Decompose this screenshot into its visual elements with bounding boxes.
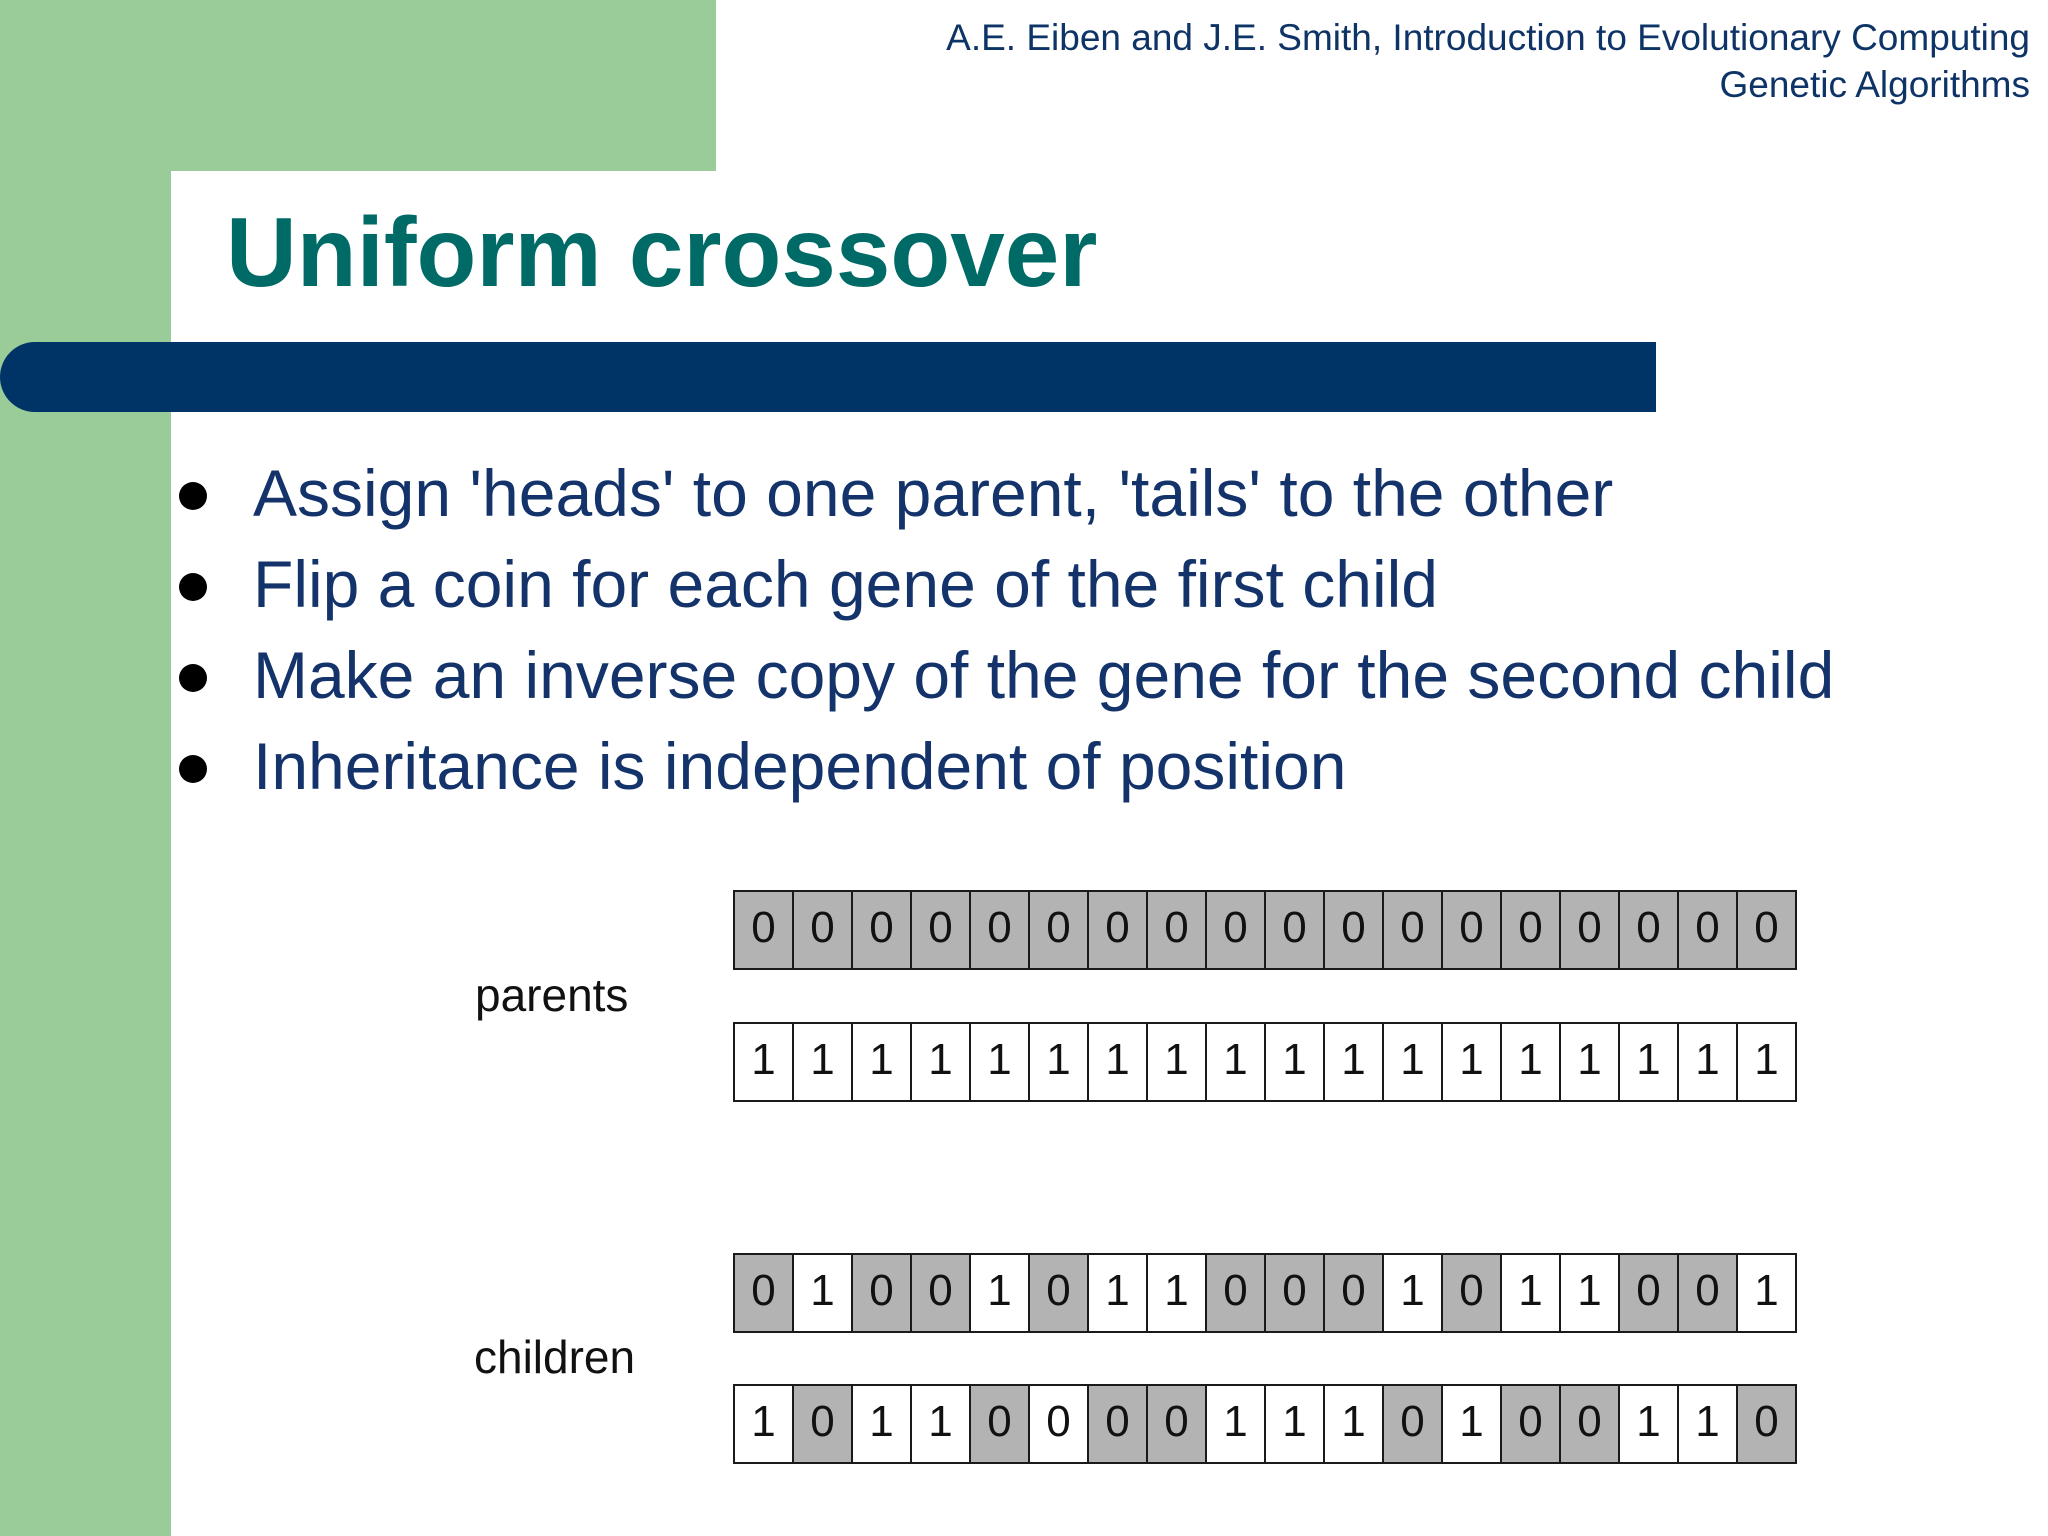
gene-cell: 0 [853,1255,912,1331]
gene-cell: 0 [1325,892,1384,968]
gene-cell: 0 [1207,892,1266,968]
bullet-text: Inheritance is independent of position [253,729,1347,803]
gene-cell: 0 [1325,1255,1384,1331]
bullet-text: Flip a coin for each gene of the first child [253,547,1438,621]
gene-cell: 1 [735,1024,794,1100]
gene-cell: 1 [1502,1024,1561,1100]
gene-cell: 1 [1325,1386,1384,1462]
gene-cell: 0 [735,892,794,968]
bullet-item [170,539,1834,630]
gene-cell: 1 [1561,1255,1620,1331]
gene-cell: 0 [1030,892,1089,968]
gene-cell: 0 [1207,1255,1266,1331]
bullet-dot-icon [179,482,207,510]
green-top-band [0,0,716,171]
gene-cell: 0 [735,1255,794,1331]
gene-cell: 0 [1620,1255,1679,1331]
bullet-dot-icon [179,664,207,692]
gene-cell: 0 [1620,892,1679,968]
gene-cell: 0 [1148,892,1207,968]
gene-cell: 0 [1148,1386,1207,1462]
gene-cell: 1 [1207,1386,1266,1462]
gene-cell: 0 [1089,1386,1148,1462]
gene-cell: 1 [1148,1255,1207,1331]
gene-cell: 1 [1266,1024,1325,1100]
gene-cell: 1 [1443,1386,1502,1462]
bullet-dot-icon [179,755,207,783]
parent-1-chromosome [733,890,1797,970]
child-1-chromosome [733,1253,1797,1333]
parent-2-chromosome [733,1022,1797,1102]
green-side-band [0,0,171,1536]
gene-cell: 1 [1620,1024,1679,1100]
gene-cell: 1 [794,1255,853,1331]
gene-cell: 0 [794,1386,853,1462]
gene-cell: 1 [1325,1024,1384,1100]
gene-cell: 1 [1738,1255,1797,1331]
bullet-list [170,448,1834,812]
gene-cell: 0 [1502,892,1561,968]
bullet-text: Assign 'heads' to one parent, 'tails' to the other [253,456,1614,530]
gene-cell: 1 [1738,1024,1797,1100]
gene-cell: 0 [1561,892,1620,968]
gene-cell: 1 [853,1386,912,1462]
gene-cell: 0 [1679,892,1738,968]
gene-cell: 1 [971,1255,1030,1331]
gene-cell: 1 [971,1024,1030,1100]
gene-cell: 1 [1089,1024,1148,1100]
gene-cell: 0 [1679,1255,1738,1331]
gene-cell: 1 [912,1024,971,1100]
gene-cell: 1 [735,1386,794,1462]
gene-cell: 0 [1030,1386,1089,1462]
title-underline-bar [0,342,1656,412]
gene-cell: 1 [1148,1024,1207,1100]
bullet-item [170,448,1834,539]
gene-cell: 1 [853,1024,912,1100]
gene-cell: 0 [1738,892,1797,968]
gene-cell: 1 [1502,1255,1561,1331]
gene-cell: 1 [794,1024,853,1100]
parents-label: parents [475,969,629,1021]
gene-cell: 1 [1620,1386,1679,1462]
gene-cell: 1 [912,1386,971,1462]
gene-cell: 1 [1207,1024,1266,1100]
gene-cell: 0 [794,892,853,968]
gene-cell: 0 [1502,1386,1561,1462]
slide-title: Uniform crossover [226,197,1098,307]
gene-cell: 0 [971,892,1030,968]
gene-cell: 0 [1384,1386,1443,1462]
gene-cell: 0 [1384,892,1443,968]
gene-cell: 0 [1266,1255,1325,1331]
gene-cell: 1 [1443,1024,1502,1100]
gene-cell: 1 [1266,1386,1325,1462]
gene-cell: 1 [1679,1024,1738,1100]
gene-cell: 1 [1384,1255,1443,1331]
gene-cell: 1 [1384,1024,1443,1100]
gene-cell: 1 [1561,1024,1620,1100]
bullet-dot-icon [179,573,207,601]
gene-cell: 0 [1738,1386,1797,1462]
gene-cell: 0 [1266,892,1325,968]
children-label: children [474,1331,636,1383]
header-book-title: A.E. Eiben and J.E. Smith, Introduction to Evolutionary Computing [946,17,2030,58]
bullet-text: Make an inverse copy of the gene for the second child [253,638,1835,712]
child-2-chromosome [733,1384,1797,1464]
gene-cell: 0 [1561,1386,1620,1462]
gene-cell: 0 [853,892,912,968]
header-chapter: Genetic Algorithms [1719,64,2030,105]
gene-cell: 0 [1089,892,1148,968]
slide-header [946,14,2030,108]
gene-cell: 0 [971,1386,1030,1462]
bullet-item [170,721,1834,812]
gene-cell: 1 [1089,1255,1148,1331]
gene-cell: 0 [1030,1255,1089,1331]
gene-cell: 0 [1443,892,1502,968]
gene-cell: 1 [1679,1386,1738,1462]
gene-cell: 0 [912,892,971,968]
gene-cell: 1 [1030,1024,1089,1100]
gene-cell: 0 [1443,1255,1502,1331]
gene-cell: 0 [912,1255,971,1331]
bullet-item [170,630,1834,721]
